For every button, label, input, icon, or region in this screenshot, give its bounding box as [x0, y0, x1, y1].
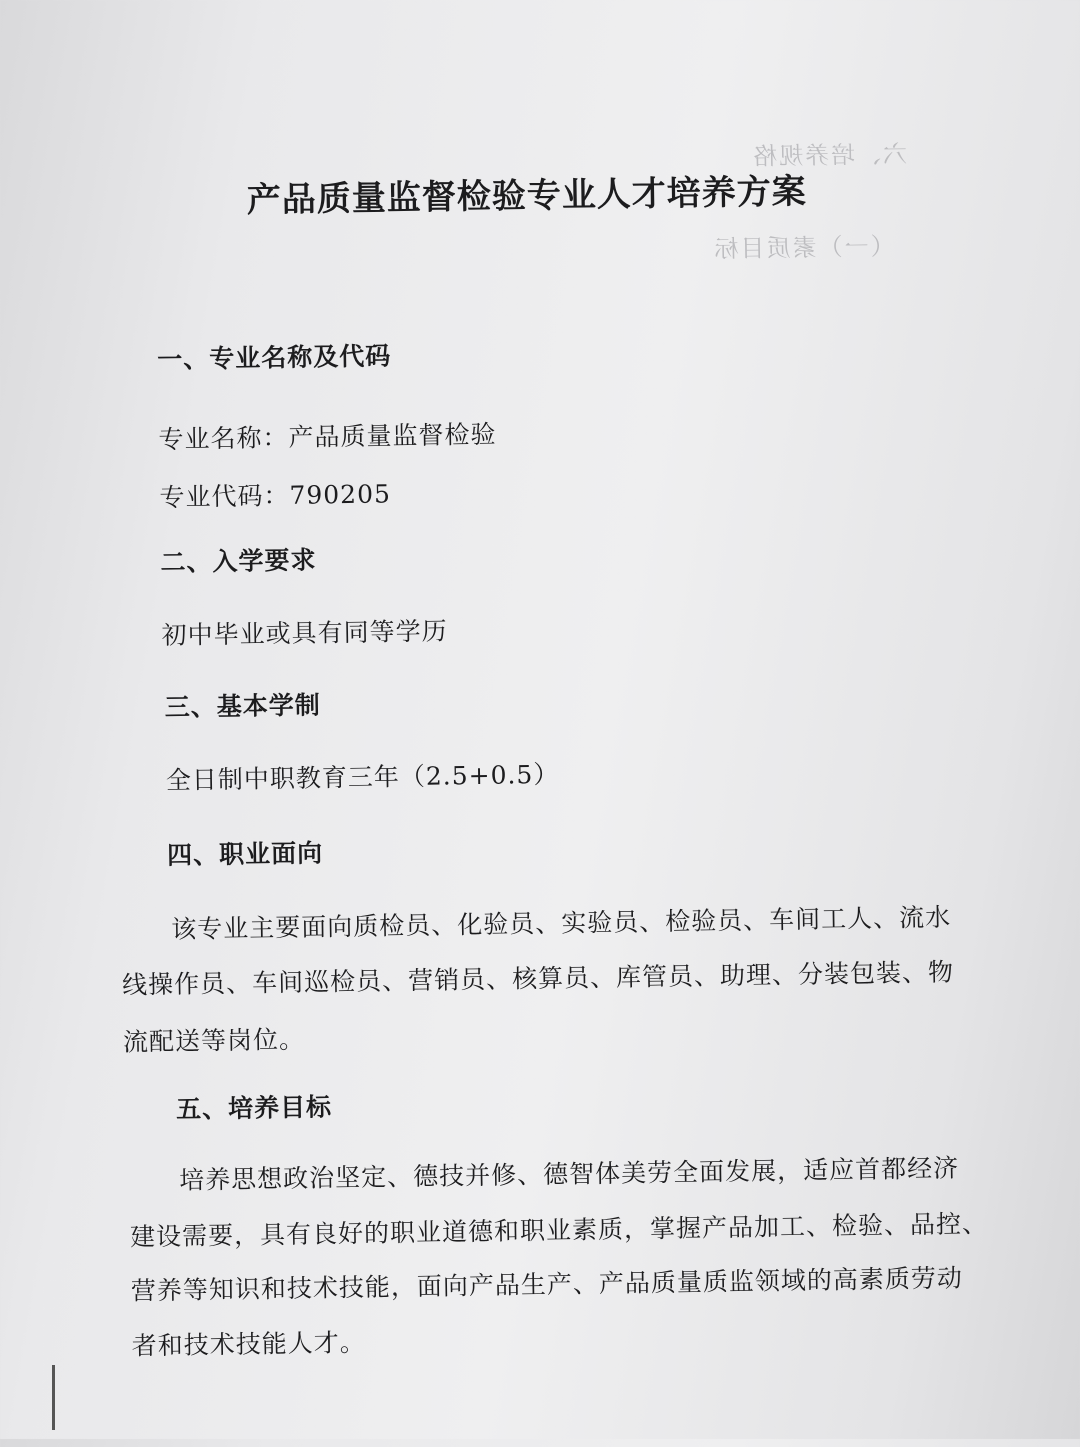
body-line: 初中毕业或具有同等学历	[161, 616, 448, 650]
bleed-through-text: 六、培养规格	[750, 140, 908, 171]
body-line: 培养思想政治坚定、德技并修、德智体美劳全面发展，适应首都经济	[178, 1153, 960, 1195]
body-line: 者和技术技能人才。	[131, 1327, 366, 1361]
section-heading: 三、基本学制	[164, 690, 321, 722]
section-heading: 一、专业名称及代码	[157, 341, 392, 374]
body-line: 建设需要，具有良好的职业道德和职业素质，掌握产品加工、检验、品控、	[129, 1209, 989, 1252]
body-line: 营养等知识和技术技能，面向产品生产、产品质量质监领域的高素质劳动	[130, 1263, 964, 1306]
body-line: 专业代码：790205	[159, 479, 392, 512]
body-line: 该专业主要面向质检员、化验员、实验员、检验员、车间工人、流水	[171, 902, 952, 944]
body-line: 全日制中职教育三年（2.5+0.5）	[165, 759, 560, 795]
body-line: 流配送等岗位。	[122, 1024, 306, 1057]
section-heading: 二、入学要求	[160, 545, 317, 577]
document-title: 产品质量监督检验专业人才培养方案	[246, 171, 808, 221]
body-line: 线操作员、车间巡检员、营销员、核算员、库管员、助理、分装包装、物	[121, 957, 955, 1000]
body-line: 专业名称：产品质量监督检验	[158, 419, 497, 454]
paper-edge-mark	[52, 1365, 55, 1430]
section-heading: 五、培养目标	[175, 1092, 333, 1124]
section-heading: 四、职业面向	[166, 838, 324, 870]
bleed-through-text: （一）素质目标	[712, 232, 895, 264]
